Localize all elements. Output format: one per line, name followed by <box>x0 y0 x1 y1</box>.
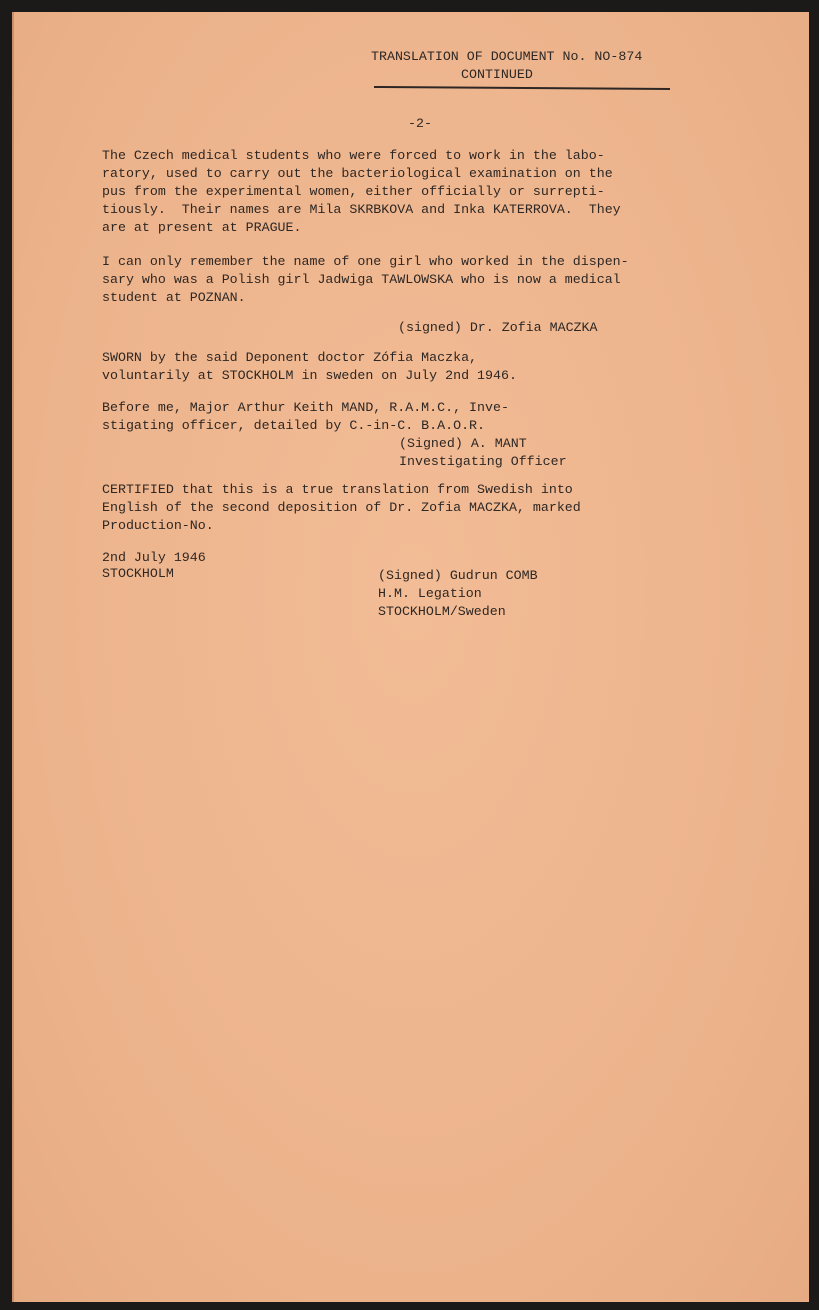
sworn-line: voluntarily at STOCKHOLM in sweden on July 2nd 1946. <box>102 368 517 383</box>
header-continued: CONTINUED <box>461 67 533 82</box>
certified-line: English of the second deposition of Dr. Zofia MACZKA, marked <box>102 500 581 515</box>
paragraph-line: are at present at PRAGUE. <box>102 220 302 235</box>
before-line: stigating officer, detailed by C.-in-C. B.A.O.R. <box>102 418 486 433</box>
document-page <box>12 12 809 1302</box>
officer-signature: (Signed) A. MANT <box>399 436 527 451</box>
header-rule <box>374 86 670 90</box>
paragraph-line: The Czech medical students who were forced to work in the labo- <box>102 148 605 163</box>
certified-line: CERTIFIED that this is a true translation from Swedish into <box>102 482 573 497</box>
before-line: Before me, Major Arthur Keith MAND, R.A.M.C., Inve- <box>102 400 509 415</box>
paragraph-line: student at POZNAN. <box>102 290 246 305</box>
translator-signature: (Signed) Gudrun COMB <box>378 568 538 583</box>
officer-title: Investigating Officer <box>399 454 567 469</box>
translator-location: STOCKHOLM/Sweden <box>378 604 506 619</box>
paragraph-line: sary who was a Polish girl Jadwiga TAWLOWSKA who is now a medical <box>102 272 621 287</box>
header-title: TRANSLATION OF DOCUMENT No. NO-874 <box>371 49 643 64</box>
paragraph-line: pus from the experimental women, either officially or surrepti- <box>102 184 605 199</box>
translator-office: H.M. Legation <box>378 586 482 601</box>
sworn-line: SWORN by the said Deponent doctor Zófia Maczka, <box>102 350 478 365</box>
paragraph-line: I can only remember the name of one girl who worked in the dispen- <box>102 254 629 269</box>
certified-line: Production-No. <box>102 518 214 533</box>
date: 2nd July 1946 <box>102 550 206 565</box>
paragraph-line: tiously. Their names are Mila SKRBKOVA and Inka KATERROVA. They <box>102 202 621 217</box>
page-number: -2- <box>408 116 432 131</box>
place: STOCKHOLM <box>102 566 174 581</box>
deponent-signature: (signed) Dr. Zofia MACZKA <box>398 320 598 335</box>
paragraph-line: ratory, used to carry out the bacteriological examination on the <box>102 166 613 181</box>
